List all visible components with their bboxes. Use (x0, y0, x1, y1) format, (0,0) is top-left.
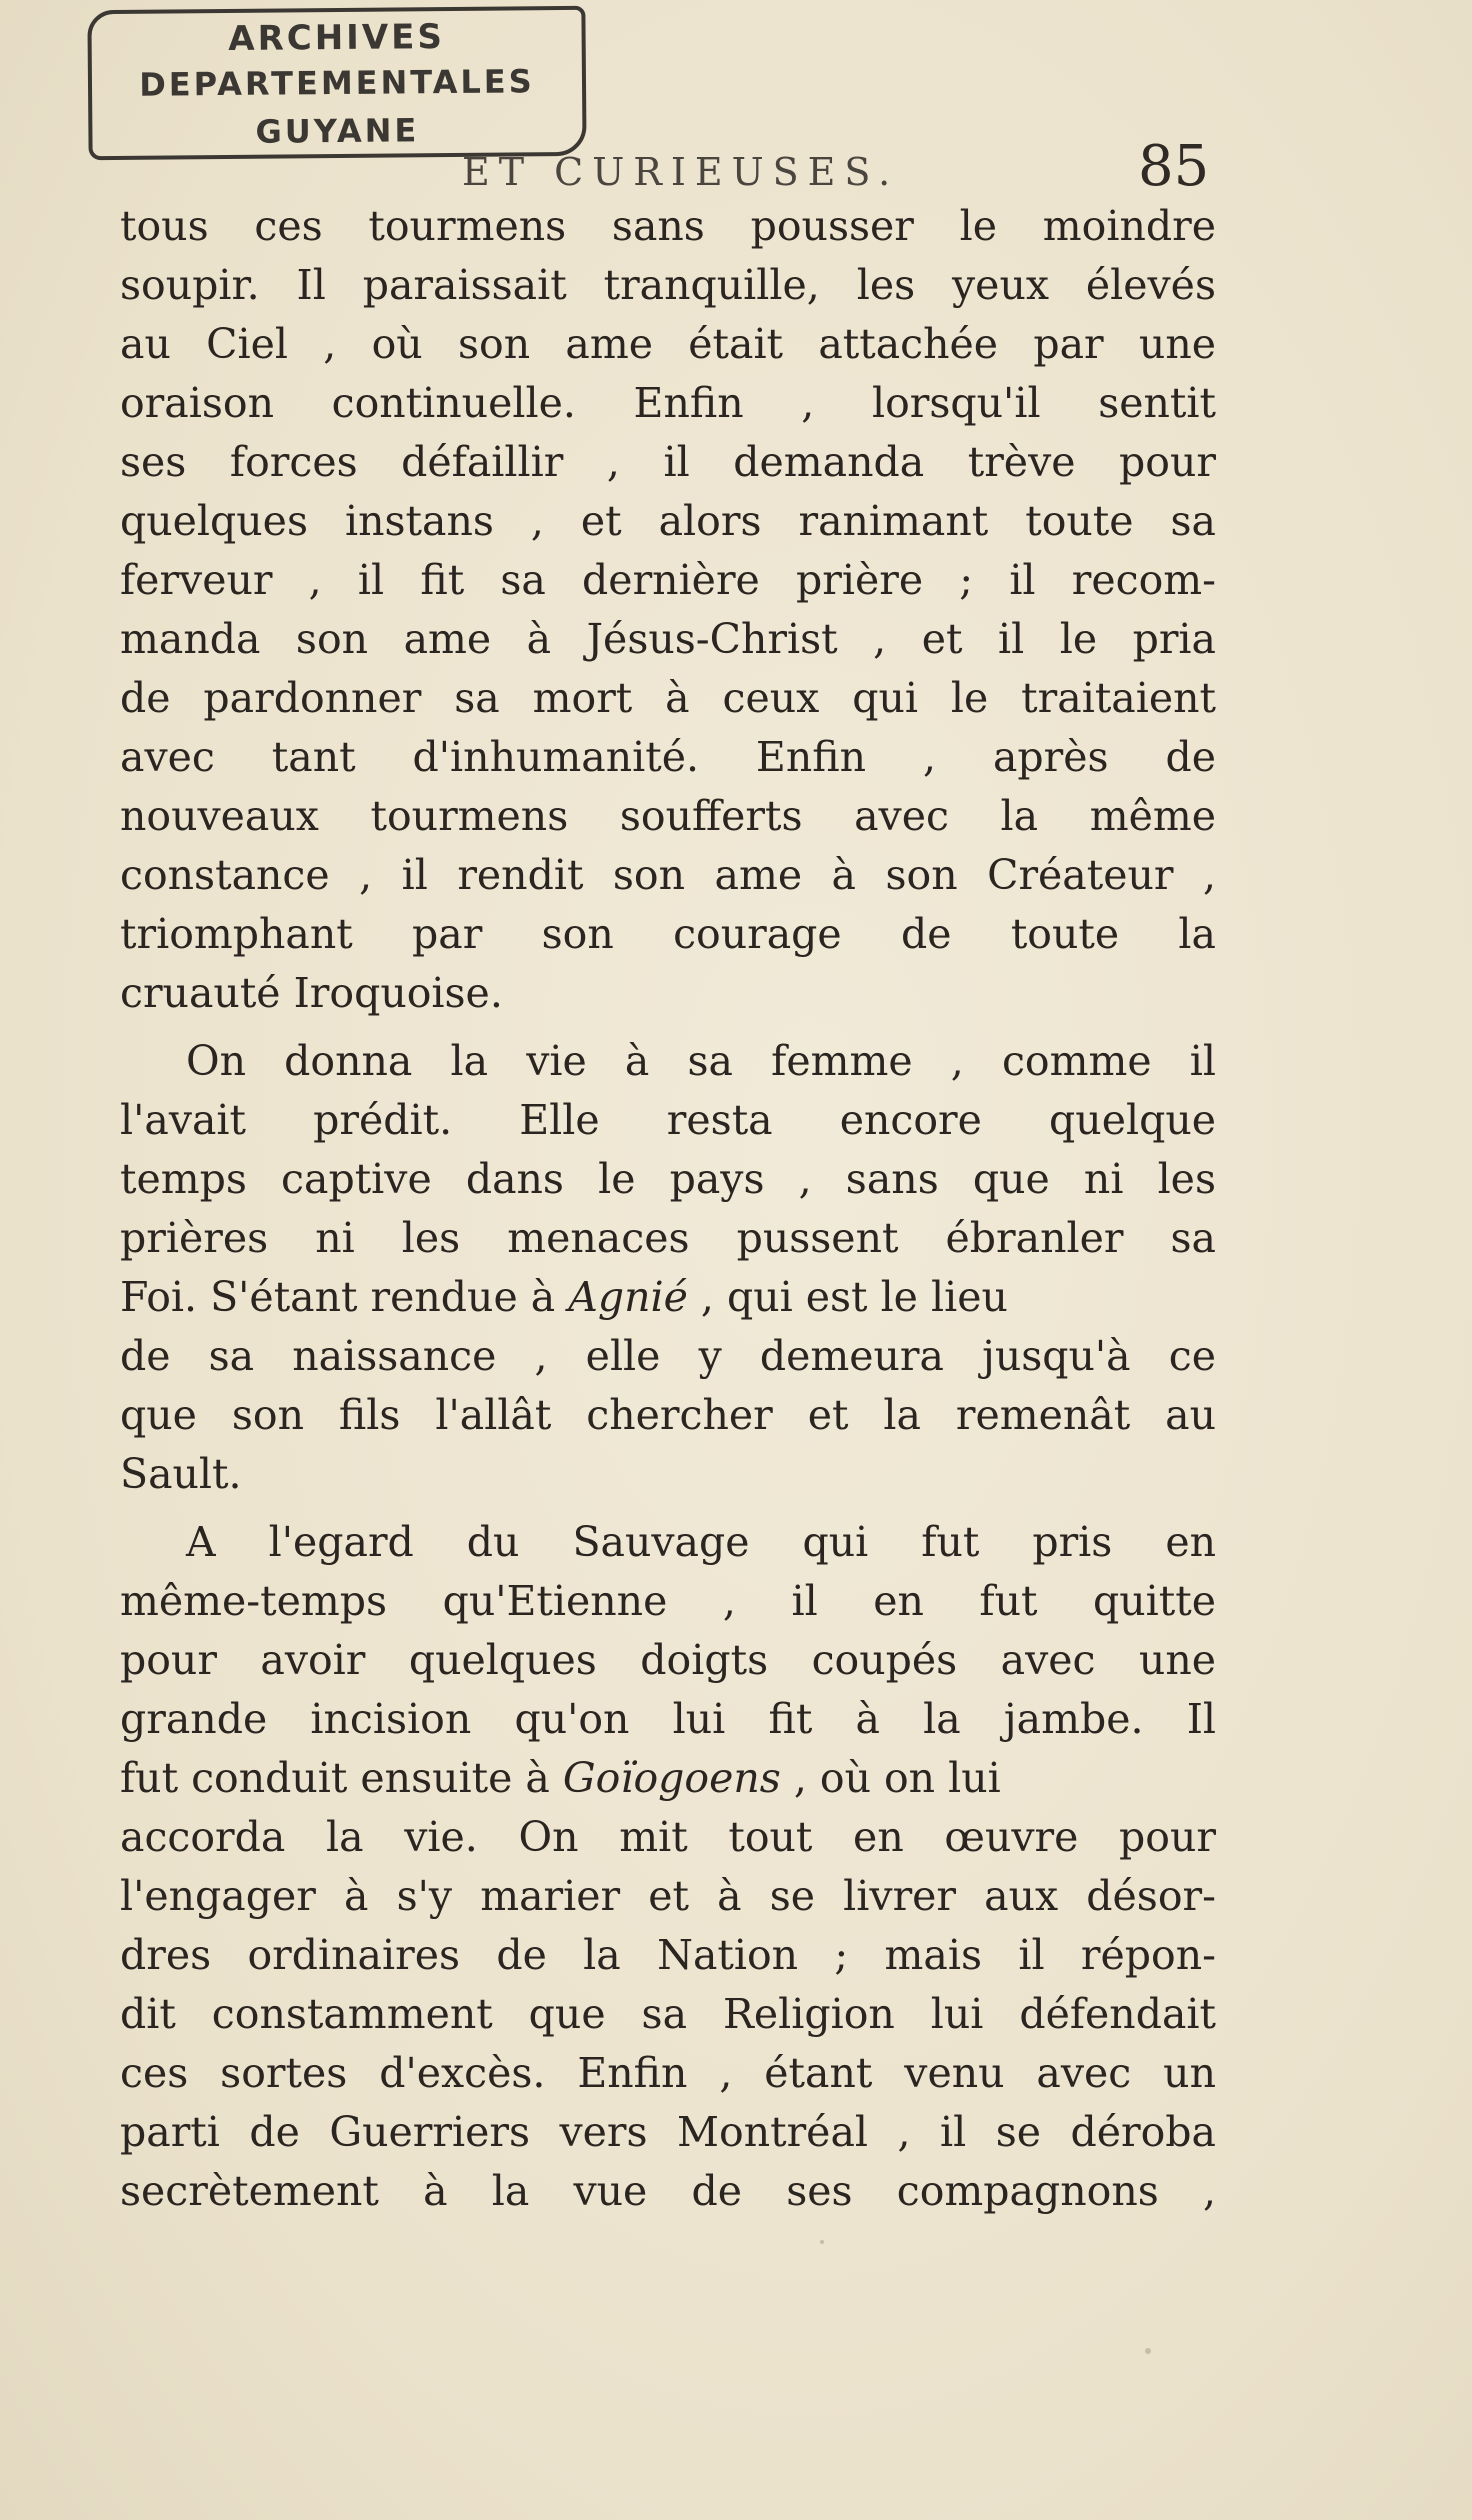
text-line: oraison continuelle. Enfin , lorsqu'il sentit (120, 379, 1216, 427)
text-line: grande incision qu'on lui fit à la jambe. Il (120, 1695, 1216, 1743)
text-line (120, 1271, 1216, 1327)
text-line: ces sortes d'excès. Enfin , étant venu avec un (120, 2049, 1216, 2097)
text-line: l'avait prédit. Elle resta encore quelque (120, 1096, 1216, 1144)
text-line: constance , il rendit son ame à son Créateur , (120, 851, 1216, 899)
running-header: ET CURIEUSES. (462, 150, 900, 194)
text-line (120, 1752, 1216, 1808)
text-line: A l'egard du Sauvage qui fut pris en (186, 1518, 1216, 1566)
text-line: dres ordinaires de la Nation ; mais il répon- (120, 1931, 1216, 1979)
text-line: temps captive dans le pays , sans que ni les (120, 1155, 1216, 1203)
text-line: pour avoir quelques doigts coupés avec une (120, 1636, 1216, 1684)
text-line: ses forces défaillir , il demanda trève pour (120, 438, 1216, 486)
text-fragment: , qui est le lieu (687, 1273, 1008, 1321)
text-fragment: , où on lui (780, 1754, 1001, 1802)
text-line: avec tant d'inhumanité. Enfin , après de (120, 733, 1216, 781)
text-line: que son fils l'allât chercher et la remenât au (120, 1391, 1216, 1439)
text-line: prières ni les menaces pussent ébranler sa (120, 1214, 1216, 1262)
text-line: de sa naissance , elle y demeura jusqu'à ce (120, 1332, 1216, 1380)
text-line: parti de Guerriers vers Montréal , il se déroba (120, 2108, 1216, 2156)
place-name-agnie: Agnié (568, 1273, 688, 1321)
text-line: même-temps qu'Etienne , il en fut quitte (120, 1577, 1216, 1625)
text-line: Sault. (120, 1450, 242, 1498)
text-fragment: fut conduit ensuite à (120, 1754, 563, 1802)
paper-speck (820, 2240, 824, 2244)
stamp-line-1: ARCHIVES (228, 17, 446, 59)
text-line: nouveaux tourmens soufferts avec la même (120, 792, 1216, 840)
text-fragment: Foi. S'étant rendue à (120, 1273, 569, 1321)
text-line: secrètement à la vue de ses compagnons , (120, 2167, 1216, 2215)
text-line: manda son ame à Jésus-Christ , et il le pria (120, 615, 1216, 663)
paper-speck (1145, 2348, 1151, 2354)
place-name-goiogoens: Goïogoens (562, 1754, 781, 1802)
text-line: dit constamment que sa Religion lui défendait (120, 1990, 1216, 2038)
stamp-line-3: GUYANE (255, 111, 420, 151)
text-line: de pardonner sa mort à ceux qui le traitaient (120, 674, 1216, 722)
text-line: tous ces tourmens sans pousser le moindre (120, 202, 1216, 250)
stamp-line-2: DEPARTEMENTALES (139, 62, 535, 104)
text-line: triomphant par son courage de toute la (120, 910, 1216, 958)
text-line: accorda la vie. On mit tout en œuvre pour (120, 1813, 1216, 1861)
text-line: On donna la vie à sa femme , comme il (186, 1037, 1216, 1085)
text-line: au Ciel , où son ame était attachée par une (120, 320, 1216, 368)
text-line: ferveur , il fit sa dernière prière ; il recom- (120, 556, 1216, 604)
text-line: cruauté Iroquoise. (120, 969, 503, 1017)
archive-stamp (87, 6, 586, 160)
text-line: soupir. Il paraissait tranquille, les yeux élevés (120, 261, 1216, 309)
page-number: 85 (1138, 134, 1210, 199)
text-line: l'engager à s'y marier et à se livrer aux désor- (120, 1872, 1216, 1920)
text-line: quelques instans , et alors ranimant toute sa (120, 497, 1216, 545)
